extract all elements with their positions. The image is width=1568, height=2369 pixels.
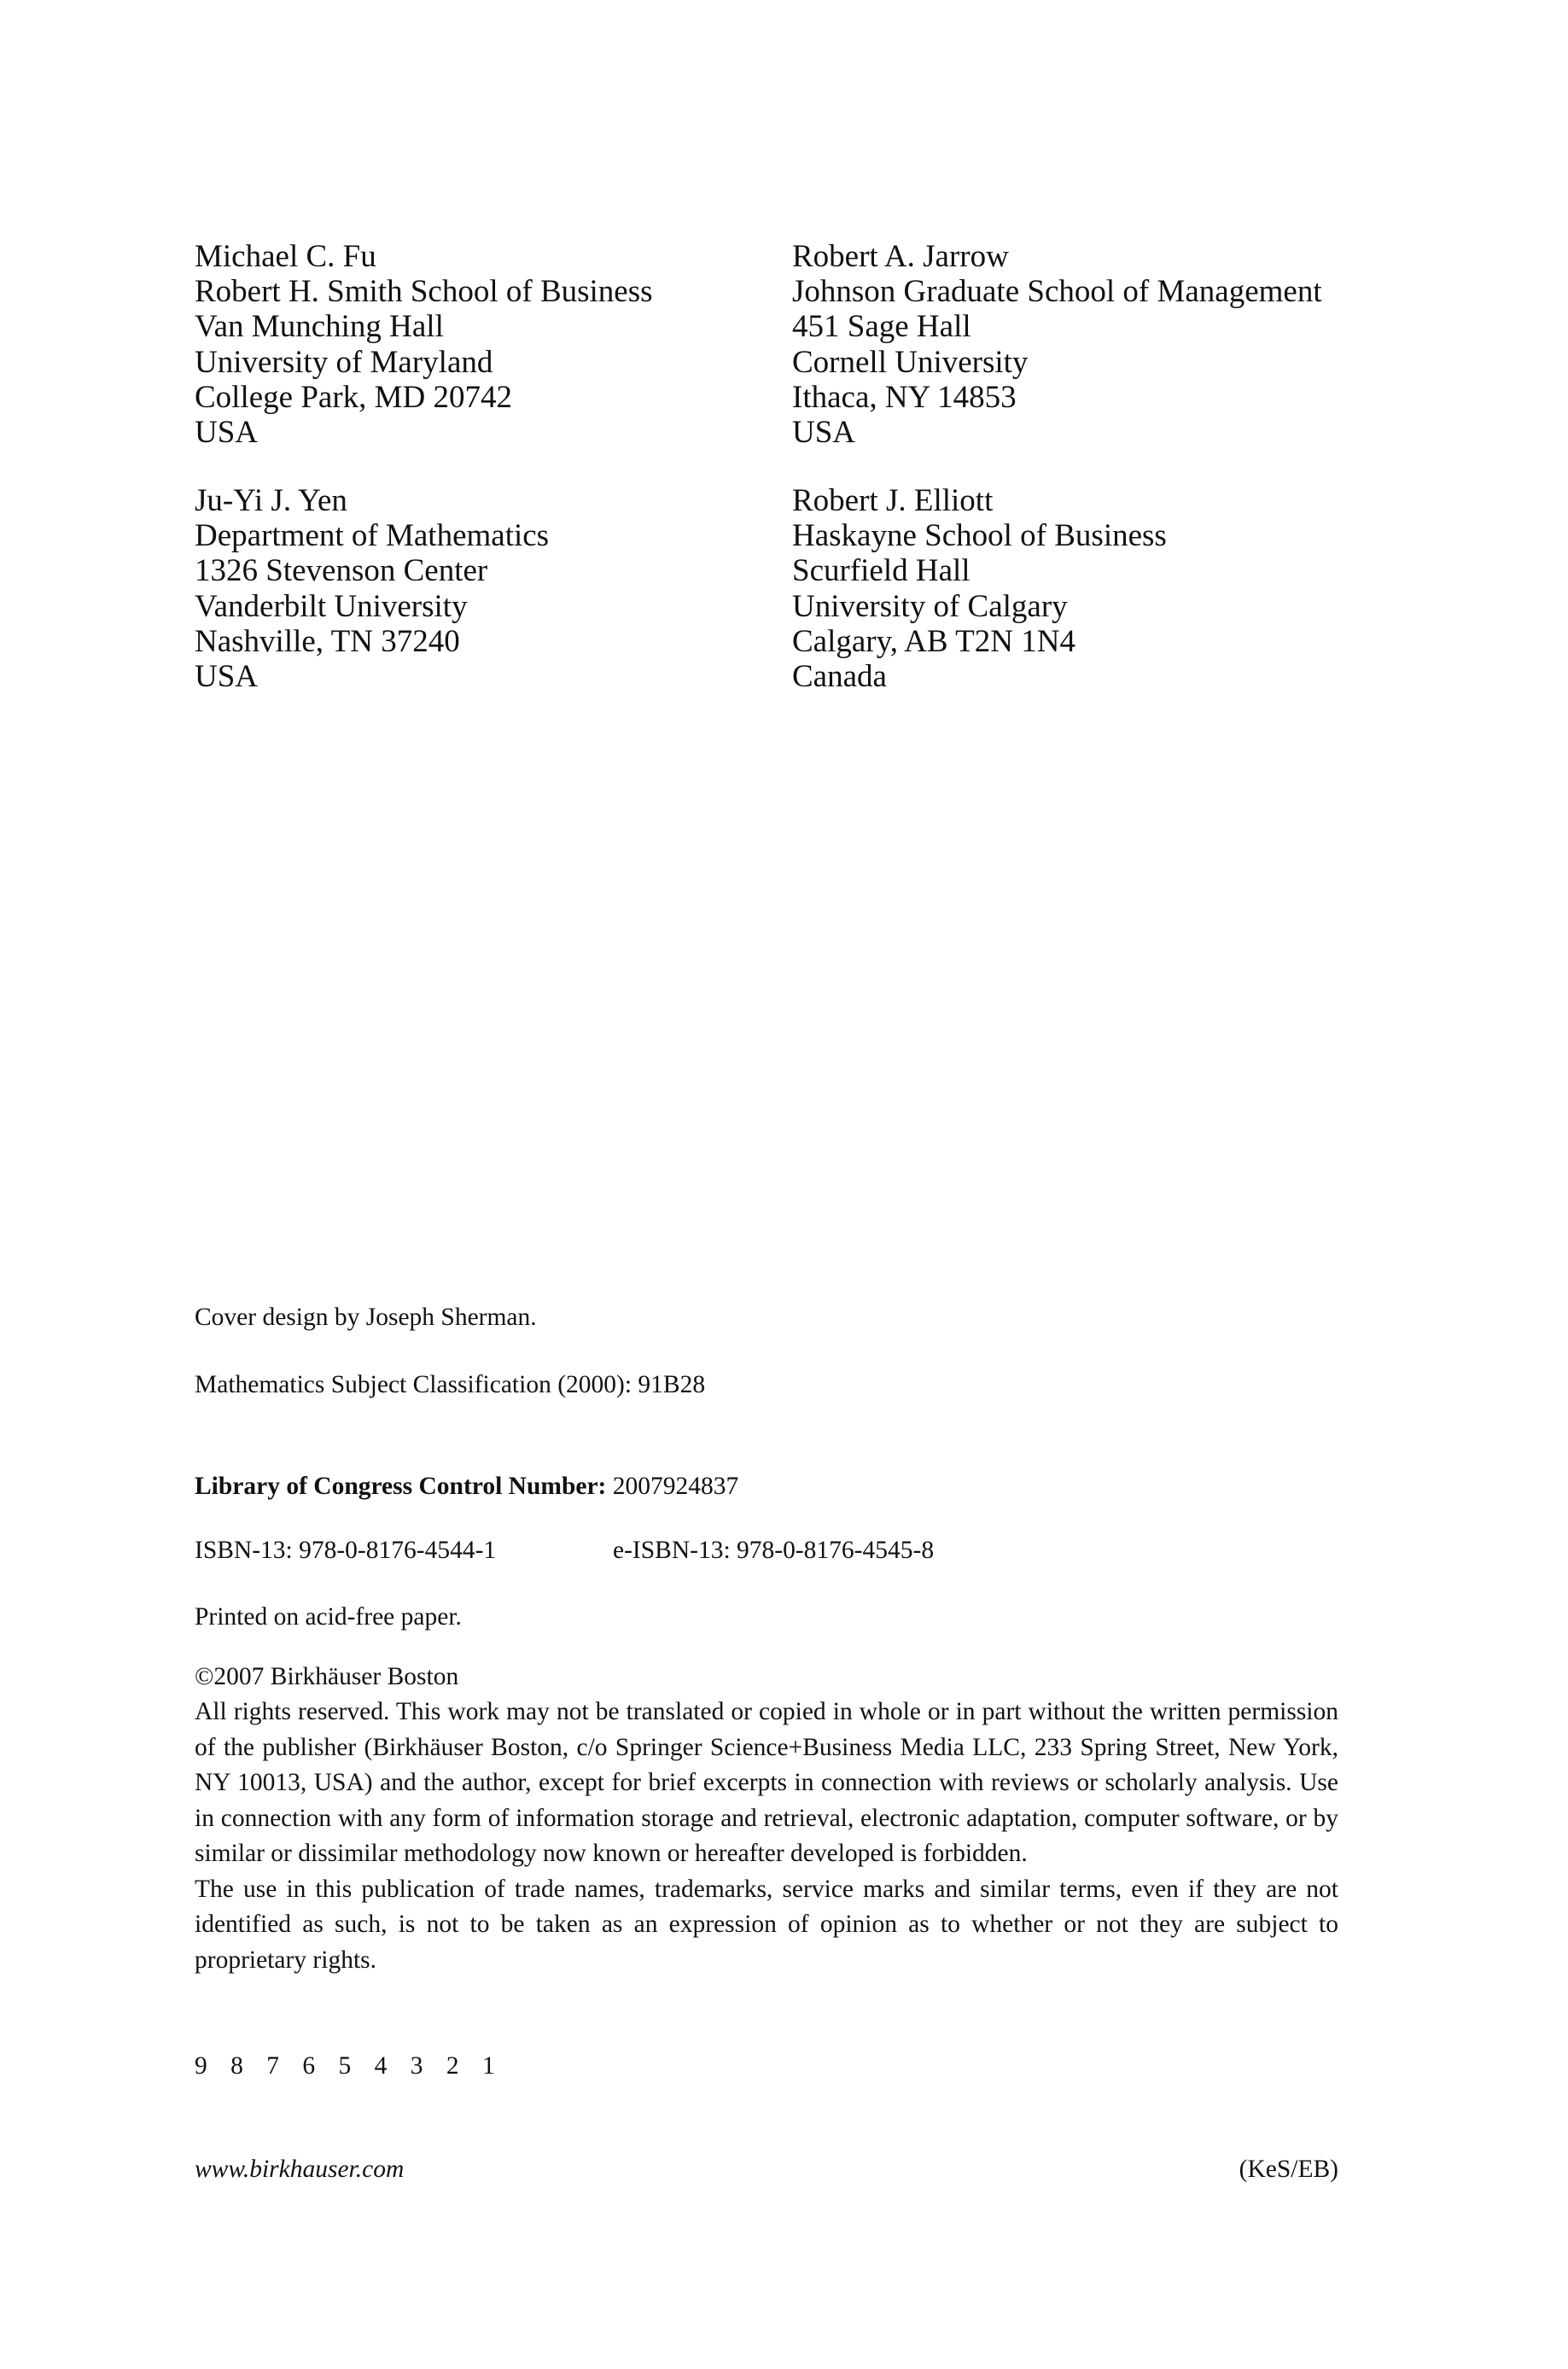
address-line: Calgary, AB T2N 1N4 xyxy=(792,623,1075,659)
address-line: Robert J. Elliott xyxy=(792,483,994,518)
address-block-fu xyxy=(195,239,653,450)
address-line: University of Calgary xyxy=(792,588,1068,624)
cover-design-credit: Cover design by Joseph Sherman. xyxy=(195,1304,537,1331)
address-line: Michael C. Fu xyxy=(195,239,376,274)
isbn-electronic: e-ISBN-13: 978-0-8176-4545-8 xyxy=(613,1537,935,1564)
subject-classification: Mathematics Subject Classification (2000): 91B28 xyxy=(195,1371,706,1398)
address-line: College Park, MD 20742 xyxy=(195,379,513,415)
address-line: Ju-Yi J. Yen xyxy=(195,483,347,518)
address-line: Vanderbilt University xyxy=(195,588,468,624)
address-line: Nashville, TN 37240 xyxy=(195,623,460,659)
address-line: Cornell University xyxy=(792,344,1029,380)
address-line: Robert H. Smith School of Business xyxy=(195,274,653,310)
address-line: 451 Sage Hall xyxy=(792,309,971,345)
address-line: USA xyxy=(195,659,259,695)
address-block-yen xyxy=(195,483,549,694)
address-line: USA xyxy=(195,415,259,451)
rights-paragraph: The use in this publication of trade names, trademarks, service marks and similar terms, even if they are not identified as such, is not to be taken as an expression of opinion as to whether or not they are subject to proprietary rights. xyxy=(195,1875,1338,1974)
rights-paragraph: All rights reserved. This work may not be translated or copied in whole or in part without the written permission of the publisher (Birkhäuser Boston, c/o Springer Science+Business Media LLC, 233 Spring Street, New York, NY 10013, USA) and the author, except for brief excerpts in connection with reviews or scholarly analysis. Use in connection with any form of information storage and retrieval, electronic adaptation, computer software, or by similar or dissimilar methodology now known or hereafter developed is forbidden. xyxy=(195,1698,1338,1867)
rights-notice xyxy=(195,1695,1338,1978)
library-of-congress-number xyxy=(195,1469,738,1504)
typesetter-code: (KeS/EB) xyxy=(1239,2156,1338,2183)
address-line: Van Munching Hall xyxy=(195,309,444,345)
address-line: Haskayne School of Business xyxy=(792,518,1167,554)
printing-number-line: 9 8 7 6 5 4 3 2 1 xyxy=(195,2052,504,2080)
address-line: University of Maryland xyxy=(195,344,493,380)
loc-label: Library of Congress Control Number: xyxy=(195,1473,607,1500)
address-line: Canada xyxy=(792,659,887,695)
address-line: Johnson Graduate School of Management xyxy=(792,274,1322,310)
address-line: Ithaca, NY 14853 xyxy=(792,379,1017,415)
address-block-elliott xyxy=(792,483,1167,694)
publisher-url: www.birkhauser.com xyxy=(195,2156,405,2183)
loc-number: 2007924837 xyxy=(612,1473,739,1500)
address-line: Robert A. Jarrow xyxy=(792,239,1009,274)
isbn-print: ISBN-13: 978-0-8176-4544-1 xyxy=(195,1537,497,1564)
acid-free-note: Printed on acid-free paper. xyxy=(195,1603,462,1631)
copyright-line: ©2007 Birkhäuser Boston xyxy=(195,1663,459,1690)
address-line: Department of Mathematics xyxy=(195,518,550,554)
address-line: 1326 Stevenson Center xyxy=(195,553,488,589)
address-line: Scurfield Hall xyxy=(792,553,971,589)
address-block-jarrow xyxy=(792,239,1322,450)
address-line: USA xyxy=(792,415,856,451)
